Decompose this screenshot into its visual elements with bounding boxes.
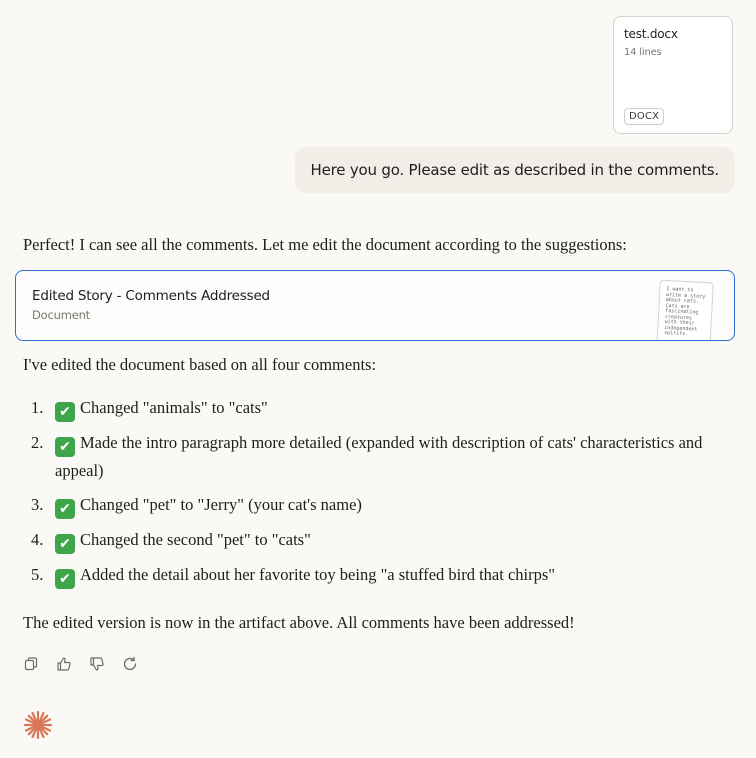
artifact-type: Document <box>32 308 90 322</box>
thumbs-down-button[interactable] <box>88 655 106 673</box>
attachment-filename: test.docx <box>624 27 678 41</box>
list-item-text: Added the detail about her favorite toy being "a stuffed bird that chirps" <box>80 565 556 584</box>
attachment-type-badge: DOCX <box>624 108 664 125</box>
claude-logo-icon <box>22 709 54 741</box>
list-item-number: 3. <box>31 495 44 514</box>
list-item-text: Changed the second "pet" to "cats" <box>80 530 311 549</box>
list-item-number: 4. <box>31 530 44 549</box>
list-item <box>23 526 703 554</box>
thumbs-down-icon <box>89 656 105 672</box>
attachment-line-count: 14 lines <box>624 47 662 58</box>
list-item-number: 2. <box>31 433 44 452</box>
message-actions <box>22 655 139 673</box>
copy-icon <box>23 656 39 672</box>
list-item-text: Changed "pet" to "Jerry" (your cat's name) <box>80 495 362 514</box>
list-item-number: 1. <box>31 398 44 417</box>
copy-button[interactable] <box>22 655 40 673</box>
thumbs-up-button[interactable] <box>55 655 73 673</box>
artifact-thumbnail: I want to write a story about cats. Cats are fascinating creatures with their independent spirits. <box>656 280 714 341</box>
check-icon: ✔ <box>55 437 75 457</box>
check-icon: ✔ <box>55 499 75 519</box>
attachment-card[interactable] <box>613 16 733 134</box>
thumbs-up-icon <box>56 656 72 672</box>
user-message: Here you go. Please edit as described in the comments. <box>295 147 736 193</box>
list-item <box>23 394 703 422</box>
check-icon: ✔ <box>55 569 75 589</box>
retry-button[interactable] <box>121 655 139 673</box>
changes-list <box>23 394 703 596</box>
artifact-title: Edited Story - Comments Addressed <box>32 288 270 304</box>
check-icon: ✔ <box>55 534 75 554</box>
final-text: The edited version is now in the artifact above. All comments have been addressed! <box>23 613 575 632</box>
check-icon: ✔ <box>55 402 75 422</box>
edited-summary-text: I've edited the document based on all four comments: <box>23 355 377 374</box>
list-item <box>23 429 703 484</box>
artifact-card[interactable] <box>15 270 735 341</box>
list-item-number: 5. <box>31 565 44 584</box>
list-item <box>23 491 703 519</box>
list-item-text: Changed "animals" to "cats" <box>80 398 268 417</box>
list-item <box>23 561 703 589</box>
list-item-text: Made the intro paragraph more detailed (expanded with description of cats' characteristics and appeal) <box>55 433 703 480</box>
assistant-intro-text: Perfect! I can see all the comments. Let me edit the document according to the suggestions: <box>23 235 627 254</box>
retry-icon <box>122 656 138 672</box>
